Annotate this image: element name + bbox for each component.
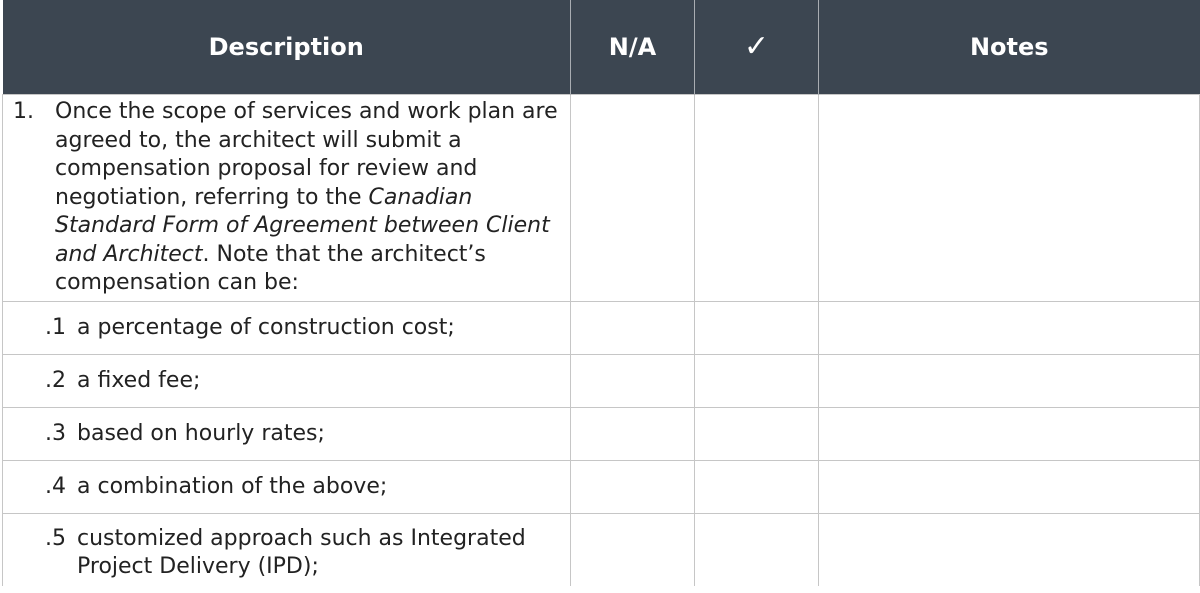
- notes-cell[interactable]: [819, 355, 1200, 408]
- check-cell[interactable]: [695, 461, 819, 514]
- header-row: [3, 0, 1200, 95]
- subitem-text: a percentage of construction cost;: [77, 314, 455, 340]
- na-cell[interactable]: [571, 302, 695, 355]
- check-header: [695, 0, 819, 95]
- item-number: 1.: [13, 99, 34, 125]
- subitem-text: customized approach such as Integrated Project Delivery (IPD);: [77, 525, 526, 579]
- subitem-text: based on hourly rates;: [77, 420, 325, 446]
- na-header: N/A: [571, 0, 695, 95]
- notes-cell[interactable]: [819, 95, 1200, 302]
- check-cell[interactable]: [695, 408, 819, 461]
- description-cell: [3, 355, 571, 408]
- table-row: [3, 355, 1200, 408]
- na-cell[interactable]: [571, 461, 695, 514]
- description-cell: [3, 95, 571, 302]
- subitem-text: a combination of the above;: [77, 473, 388, 499]
- notes-header: Notes: [819, 0, 1200, 95]
- description-cell: [3, 302, 571, 355]
- notes-cell[interactable]: [819, 408, 1200, 461]
- description-cell: [3, 514, 571, 587]
- subitem-number: .2: [45, 367, 66, 393]
- checklist-table: [2, 0, 1200, 586]
- subitem-number: .4: [45, 473, 66, 499]
- check-cell[interactable]: [695, 514, 819, 587]
- agreement-title: Canadian Standard Form of Agreement between Client and Architect: [55, 184, 550, 267]
- subitem-number: .1: [45, 314, 66, 340]
- table-row: [3, 95, 1200, 302]
- subitem-number: .5: [45, 525, 66, 551]
- na-cell[interactable]: [571, 95, 695, 302]
- subitem-number: .3: [45, 420, 66, 446]
- check-cell[interactable]: [695, 355, 819, 408]
- na-cell[interactable]: [571, 355, 695, 408]
- subitem-text: a fixed fee;: [77, 367, 201, 393]
- notes-cell[interactable]: [819, 302, 1200, 355]
- table-row: [3, 302, 1200, 355]
- checkmark-icon: ✓: [743, 29, 770, 64]
- table-row: [3, 408, 1200, 461]
- table-row: [3, 514, 1200, 587]
- description-header: Description: [3, 0, 571, 95]
- check-cell[interactable]: [695, 95, 819, 302]
- na-cell[interactable]: [571, 408, 695, 461]
- item-text: Once the scope of services and work plan are agreed to, the architect will submit a compensation proposal for review and negotiation, referring to the Canadian Standard Form of Agreement between Client and Architect. Note that the architect’s compensation can be:: [55, 99, 558, 296]
- na-cell[interactable]: [571, 514, 695, 587]
- notes-cell[interactable]: [819, 514, 1200, 587]
- table-row: [3, 461, 1200, 514]
- description-cell: [3, 408, 571, 461]
- description-cell: [3, 461, 571, 514]
- notes-cell[interactable]: [819, 461, 1200, 514]
- check-cell[interactable]: [695, 302, 819, 355]
